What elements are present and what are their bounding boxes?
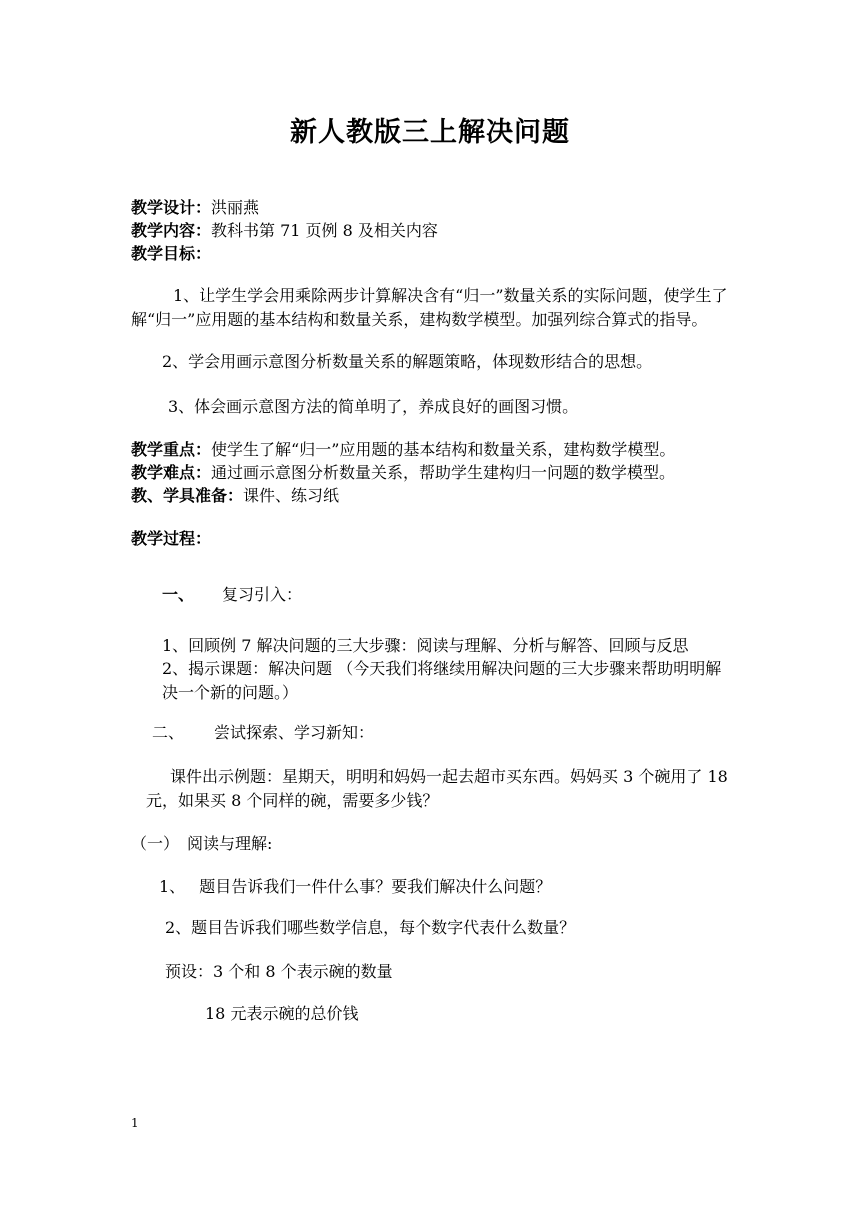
review-item-1: 1、回顾例 7 解决问题的三大步骤：阅读与理解、分析与解答、回顾与反思 bbox=[162, 636, 689, 655]
question-1-number: 1、 bbox=[159, 877, 186, 896]
example-problem: 课件出示例题：星期天，明明和妈妈一起去超市买东西。妈妈买 3 个碗用了 18 元，如果买 8 个同样的碗，需要多少钱？ bbox=[146, 767, 728, 810]
key-point-value: 使学生了解“归一”应用题的基本结构和数量关系，建构数学模型。 bbox=[211, 440, 676, 459]
question-2: 2、题目告诉我们哪些数学信息，每个数字代表什么数量？ bbox=[165, 918, 576, 937]
section-2-number: 二、 bbox=[152, 723, 185, 742]
difficulty-value: 通过画示意图分析数量关系，帮助学生建构归一问题的数学模型。 bbox=[211, 463, 676, 482]
document-title: 新人教版三上解决问题 bbox=[290, 117, 570, 148]
teaching-design-label: 教学设计： bbox=[131, 198, 212, 217]
teaching-content-label: 教学内容： bbox=[131, 221, 212, 240]
question-1-text: 题目告诉我们一件什么事？要我们解决什么问题？ bbox=[199, 877, 552, 896]
goal-1-paragraph: 1、让学生学会用乘除两步计算解决含有“归一”数量关系的实际问题，使学生了解“归一”应用题的基本结构和数量关系，建构数学模型。加强列综合算式的指导。 bbox=[131, 286, 728, 329]
teaching-content-line bbox=[131, 219, 438, 243]
preparation-label: 教、学具准备： bbox=[131, 486, 244, 505]
preparation-value: 课件、练习纸 bbox=[243, 486, 340, 505]
teaching-design-line bbox=[131, 196, 259, 220]
section-1-heading bbox=[162, 583, 302, 607]
key-point-line bbox=[131, 438, 675, 462]
difficulty-label: 教学难点： bbox=[131, 463, 212, 482]
teaching-process-label: 教学过程： bbox=[131, 529, 212, 548]
review-item-2: 2、揭示课题：解决问题 （今天我们将继续用解决问题的三大步骤来帮助明明解决一个新的问题。） bbox=[162, 659, 722, 702]
difficulty-line bbox=[131, 461, 675, 485]
question-1 bbox=[159, 875, 551, 899]
subsection-1-number: （一） bbox=[131, 834, 180, 853]
section-1-number: 一、 bbox=[162, 585, 195, 604]
section-1-title: 复习引入： bbox=[222, 585, 303, 604]
goal-3-paragraph: 3、体会画示意图方法的简单明了，养成良好的画图习惯。 bbox=[168, 397, 579, 416]
subsection-1-heading bbox=[131, 832, 272, 856]
goal-2-paragraph: 2、学会用画示意图分析数量关系的解题策略，体现数形结合的思想。 bbox=[162, 352, 653, 371]
teaching-goals-label: 教学目标： bbox=[131, 244, 212, 263]
teaching-design-value: 洪丽燕 bbox=[211, 198, 260, 217]
section-2-heading bbox=[152, 721, 374, 745]
preset-line-2: 18 元表示碗的总价钱 bbox=[205, 1004, 359, 1023]
page-number: 1 bbox=[131, 1116, 139, 1130]
key-point-label: 教学重点： bbox=[131, 440, 212, 459]
subsection-1-title: 阅读与理解: bbox=[187, 834, 273, 853]
section-2-title: 尝试探索、学习新知： bbox=[214, 723, 375, 742]
preparation-line bbox=[131, 484, 339, 508]
preset-line-1: 预设：3 个和 8 个表示碗的数量 bbox=[165, 962, 393, 981]
teaching-content-value: 教科书第 71 页例 8 及相关内容 bbox=[211, 221, 438, 240]
